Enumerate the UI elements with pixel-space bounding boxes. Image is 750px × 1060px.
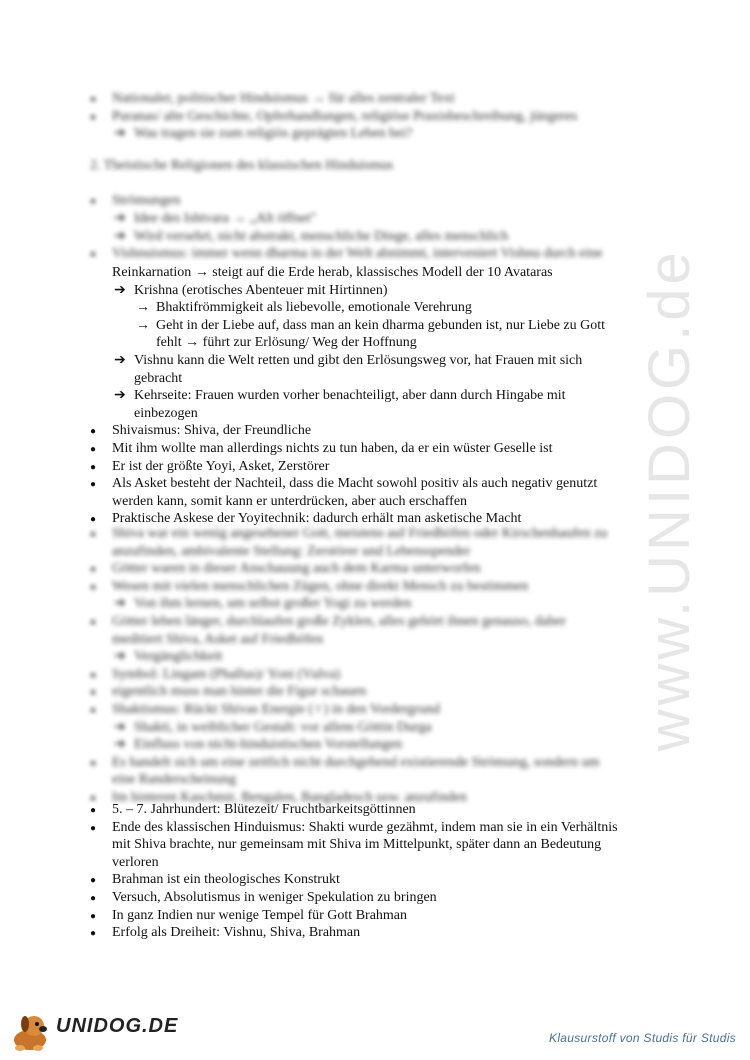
line-text: einbezogen bbox=[134, 405, 198, 421]
watermark bbox=[615, 250, 725, 750]
line-text: Strömungen bbox=[112, 193, 181, 209]
line-text: Versuch, Absolutismus in weniger Spekulation zu bringen bbox=[112, 890, 437, 905]
arrow-bullet-icon: ➔ bbox=[114, 388, 126, 404]
line-text: Bhaktifrömmigkeit als liebevolle, emotionale Verehrung bbox=[156, 300, 472, 316]
line-text: mit Shiva brachte, nur gemeinsam mit Shiva im Mittelpunkt, später dann an Bedeutung bbox=[112, 837, 602, 853]
line-text: Was tragen sie zum religiös geprägten Leben bei? bbox=[134, 126, 413, 142]
arrow-bullet-icon: ➔ bbox=[114, 211, 126, 226]
line-text: meditiert Shiva, Asket auf Friedhöfen bbox=[112, 631, 324, 647]
line-text: Kehrseite: Frauen wurden vorher benachteiligt, aber dann durch Hingabe mit bbox=[134, 388, 566, 404]
line-text: Vishnu kann die Welt retten und gibt den Erlösungsweg vor, hat Frauen mit sich bbox=[134, 353, 583, 368]
bullet-icon: ● bbox=[90, 757, 97, 769]
line-text: eigentlich muss man hinter die Figur schauen bbox=[112, 684, 367, 700]
line-text: Shakti, in weiblicher Gestalt: vor allem Göttin Durga bbox=[134, 719, 432, 735]
line-text: Brahman ist ein theologisches Konstrukt bbox=[112, 872, 340, 888]
arrow-bullet-icon: ➔ bbox=[114, 719, 126, 735]
bullet-icon: ● bbox=[90, 529, 97, 540]
line-text: Puranas/ alte Geschichte, Opferhandlungen, religiöse Praxisbeschreibung, jüngeres bbox=[112, 108, 578, 124]
line-text: fehlt → führt zur Erlösung/ Weg der Hoffnung bbox=[156, 335, 417, 351]
arrow-bullet-icon: ➔ bbox=[114, 282, 126, 298]
watermark-text: www.UNIDOG.de bbox=[637, 248, 703, 752]
line-text: Krishna (erotisches Abenteuer mit Hirtinnen) bbox=[134, 282, 388, 298]
line-text: Im hinteren Kaschmir, Bengalen, Bangladesch usw. anzufinden bbox=[112, 790, 468, 805]
line-text: Symbol: Lingam (Phallus)/ Yoni (Vulva) bbox=[112, 666, 341, 682]
line-text: Shivaismus: Shiva, der Freundliche bbox=[112, 423, 312, 439]
line-text: Götter leben länger, durchlaufen große Zyklen, alles gehört ihnen genauso, daher bbox=[112, 614, 566, 629]
line-text: Als Asket besteht der Nachteil, dass die Macht sowohl positiv als auch negativ genutzt bbox=[112, 476, 598, 492]
bullet-icon: ● bbox=[90, 444, 97, 455]
line-text: Mit ihm wollte man allerdings nichts zu tun haben, da er ein wüster Geselle ist bbox=[112, 441, 553, 456]
bullet-icon: ● bbox=[90, 514, 97, 526]
arrow-bullet-icon: ➔ bbox=[114, 737, 126, 753]
bullet-icon: ● bbox=[90, 617, 97, 628]
line-text: Shaktismus: Rückt Shivas Energie (♀) in den Vordergrund bbox=[112, 702, 440, 717]
bullet-icon: ● bbox=[90, 111, 97, 123]
bullet-icon: ● bbox=[90, 196, 97, 208]
bullet-icon: ● bbox=[90, 875, 97, 887]
bullet-icon: ● bbox=[90, 822, 97, 834]
line-text: werden kann, somit kann er unterdrücken, aber auch erschaffen bbox=[112, 493, 468, 509]
bullet-icon: ● bbox=[90, 687, 97, 699]
line-text: In ganz Indien nur wenige Tempel für Gott Brahman bbox=[112, 907, 408, 923]
line-text: Geht in der Liebe auf, dass man an kein dharma gebunden ist, nur Liebe zu Gott bbox=[156, 317, 606, 333]
bullet-icon: ● bbox=[90, 249, 97, 261]
line-text: Erfolg als Dreiheit: Vishnu, Shiva, Brahman bbox=[112, 925, 361, 941]
line-text: Idee des Ishtvara → „Alt öffnet" bbox=[134, 211, 317, 226]
line-text: Einfluss von nicht-hinduistischen Vorstellungen bbox=[134, 737, 403, 753]
line-text: Praktische Askese der Yoyitechnik: dadurch erhält man asketische Macht bbox=[112, 511, 522, 527]
line-text: 2. Theistische Religionen des klassischen Hinduismus bbox=[90, 157, 394, 173]
arrow-bullet-icon: → bbox=[136, 300, 150, 316]
arrow-bullet-icon: ➔ bbox=[114, 353, 126, 368]
bullet-icon: ● bbox=[90, 910, 97, 922]
bullet-icon: ● bbox=[90, 581, 97, 593]
bullet-icon: ● bbox=[90, 461, 97, 473]
line-text: Wesen mit vielen menschlichen Zügen, ohne direkt Mensch zu bestimmen bbox=[112, 578, 529, 594]
bullet-icon: ● bbox=[90, 564, 97, 576]
arrow-bullet-icon: ➔ bbox=[114, 596, 126, 612]
line-text: Ende des klassischen Hinduismus: Shakti wurde gezähmt, indem man sie in ein Verhältnis bbox=[112, 819, 618, 835]
line-text: Wird versehrt, nicht abstrakt, menschliche Dinge, alles menschlich bbox=[134, 228, 509, 244]
bullet-icon: ● bbox=[90, 479, 97, 491]
bullet-icon: ● bbox=[90, 928, 97, 940]
dog-logo-icon bbox=[8, 1010, 54, 1054]
line-text: Nationaler, politischer Hinduismus → für alles zentraler Text bbox=[112, 91, 455, 106]
line-text: Es handelt sich um eine zeitlich nicht durchgehend existierende Strömung, sondern um bbox=[112, 754, 600, 770]
line-text: Vergänglichkeit bbox=[134, 649, 223, 665]
line-text: Shiva war ein wenig angesehener Gott, meistens auf Friedhöfen oder Kirschenhaufen zu bbox=[112, 526, 608, 541]
bullet-icon: ● bbox=[90, 805, 97, 816]
bullet-icon: ● bbox=[90, 705, 97, 716]
arrow-bullet-icon: ➔ bbox=[114, 649, 126, 665]
bullet-icon: ● bbox=[90, 426, 97, 438]
logo-text: UNIDOG.DE bbox=[56, 1015, 179, 1037]
line-text: Er ist der größte Yoyi, Asket, Zerstörer bbox=[112, 458, 330, 474]
line-text: Vishnuismus: immer wenn dharma in der Welt abnimmt, interveniert Vishnu durch eine bbox=[112, 246, 603, 262]
line-text: anzufinden, ambivalente Stellung: Zerstörer und Lebensspender bbox=[112, 543, 471, 559]
unidog-logo bbox=[8, 1010, 178, 1054]
arrow-bullet-icon: ➔ bbox=[114, 228, 126, 244]
arrow-bullet-icon: ➔ bbox=[114, 126, 126, 142]
line-text: verloren bbox=[112, 854, 159, 870]
line-text: Reinkarnation → steigt auf die Erde herab, klassisches Modell der 10 Avataras bbox=[112, 265, 553, 280]
bullet-icon: ● bbox=[90, 669, 97, 681]
footer-slogan: Klausurstoff von Studis für Studis bbox=[549, 1031, 736, 1045]
line-text: 5. – 7. Jahrhundert: Blütezeit/ Fruchtbarkeitsgöttinnen bbox=[112, 802, 416, 817]
bullet-icon: ● bbox=[90, 94, 97, 105]
arrow-bullet-icon: → bbox=[136, 317, 150, 333]
line-text: gebracht bbox=[134, 370, 183, 386]
line-text: Von ihm lernen, um selbst großer Yogi zu werden bbox=[134, 596, 412, 612]
bullet-icon: ● bbox=[90, 793, 97, 804]
bullet-icon: ● bbox=[90, 893, 97, 904]
line-text: Götter waren in dieser Anschauung auch dem Karma unterworfen bbox=[112, 561, 481, 577]
line-text: eine Randerscheinung bbox=[112, 772, 237, 788]
